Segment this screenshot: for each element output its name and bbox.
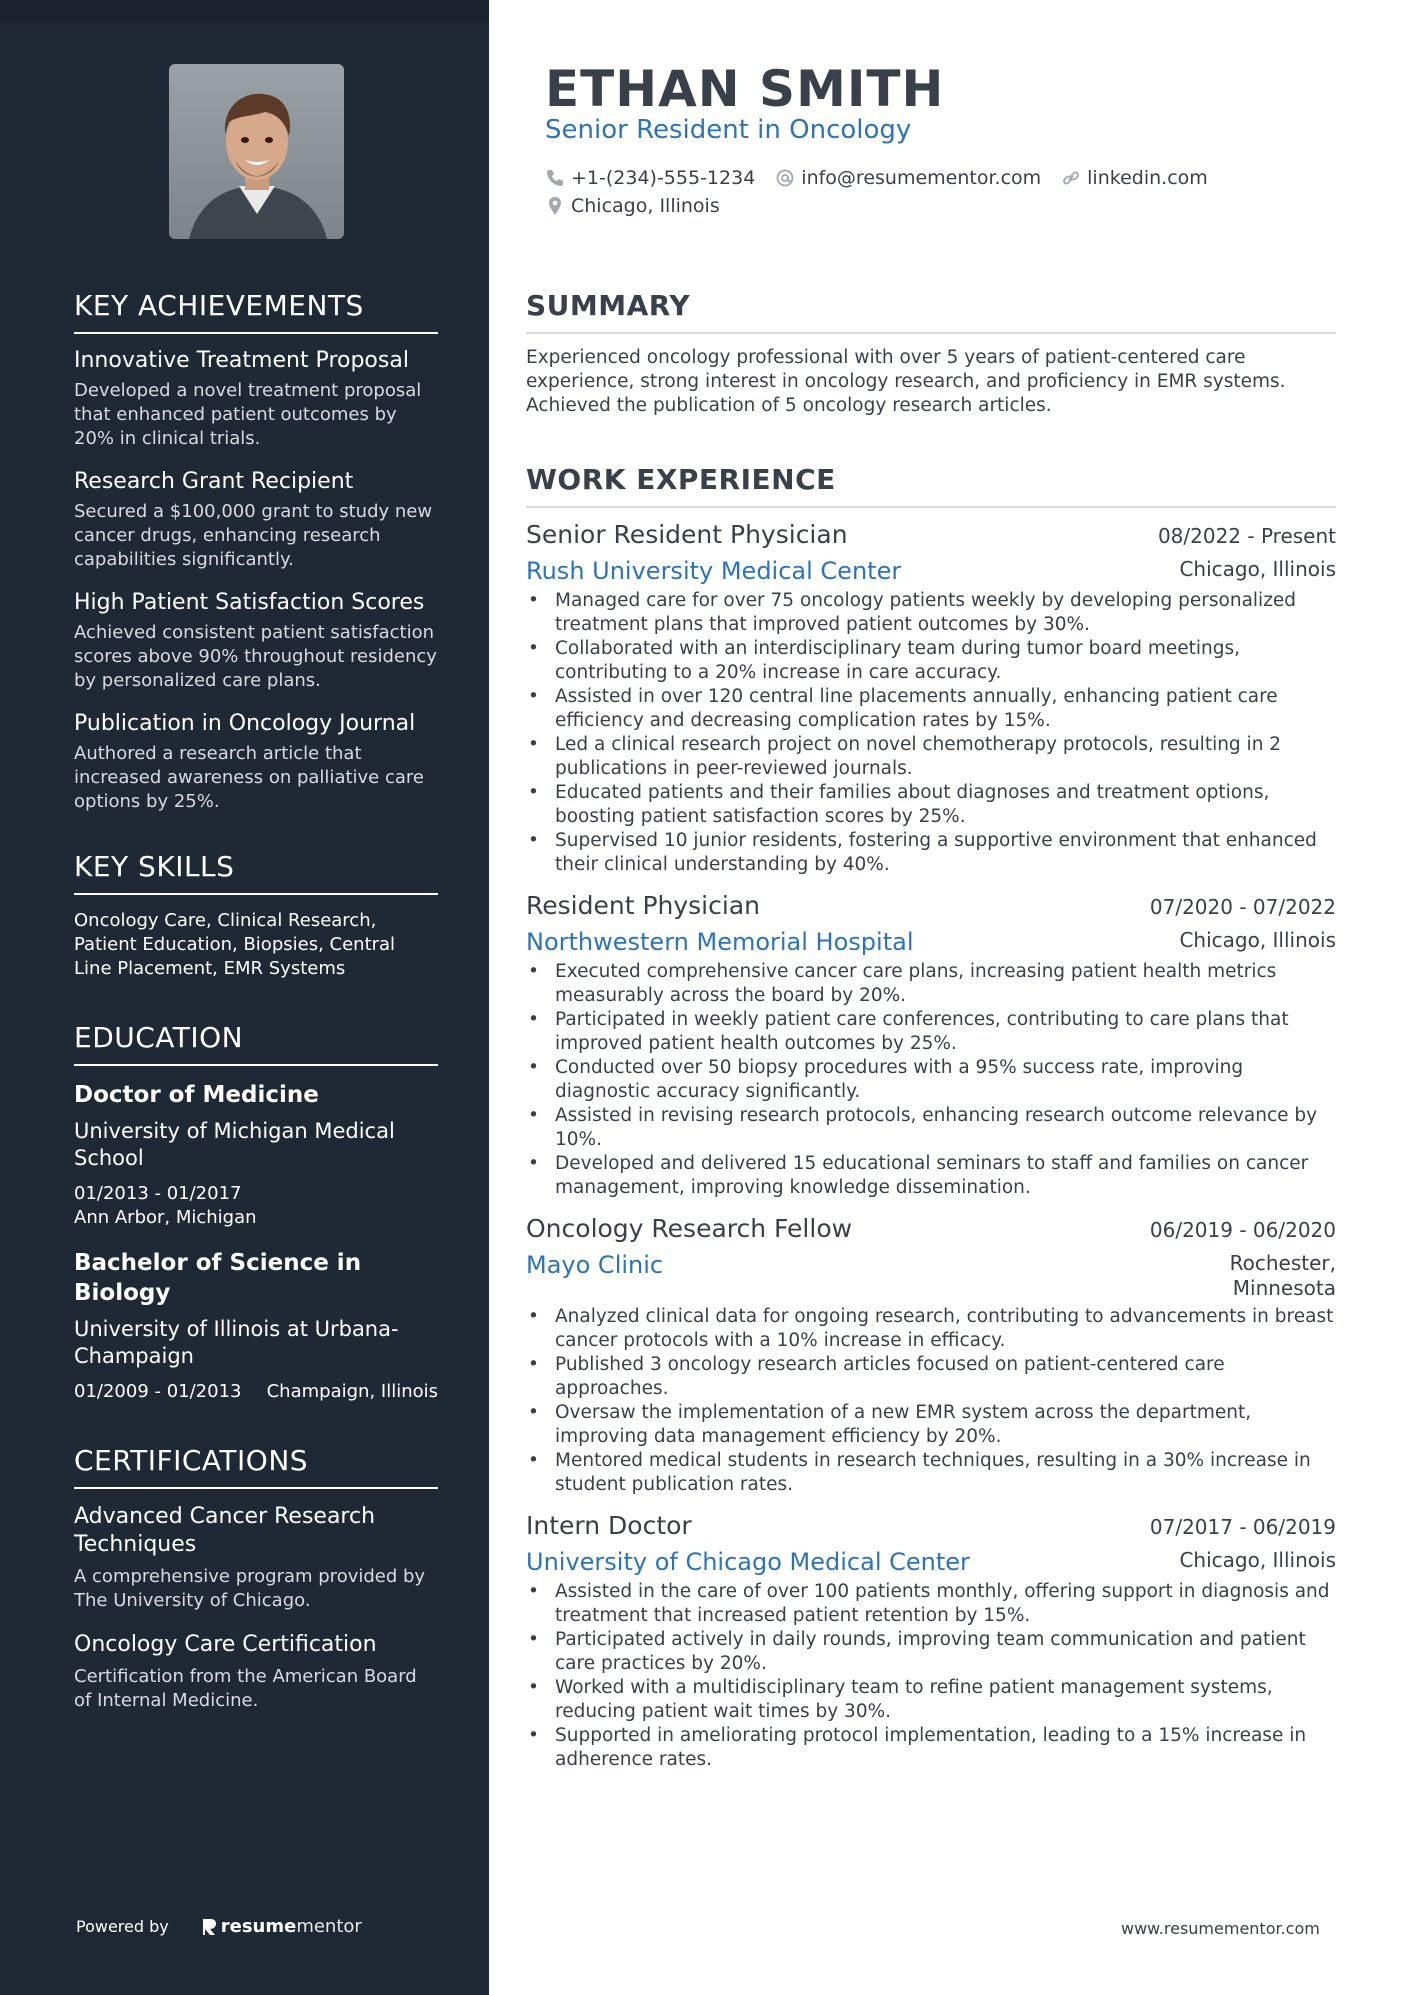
summary-section bbox=[526, 289, 1336, 418]
powered-by-label: Powered by bbox=[76, 1917, 169, 1936]
sidebar-content bbox=[74, 289, 438, 1731]
job-bullet: • Developed and delivered 15 educational seminars to staff and families on cancer management, improving knowledge dissemination. bbox=[526, 1152, 1336, 1200]
education-item bbox=[74, 1248, 438, 1404]
brand-logo[interactable] bbox=[201, 1916, 362, 1937]
contact-line bbox=[545, 192, 1228, 220]
job-location: Chicago, Illinois bbox=[1179, 928, 1336, 952]
phone-item[interactable] bbox=[545, 164, 755, 192]
job-bullet: • Assisted in over 120 central line placements annually, enhancing patient care efficiency and decreasing complication rates by 15%. bbox=[526, 685, 1336, 733]
sidebar bbox=[0, 0, 489, 1995]
job-bullet: • Led a clinical research project on novel chemotherapy protocols, resulting in 2 publications in peer-reviewed journals. bbox=[526, 733, 1336, 781]
certifications-heading: CERTIFICATIONS bbox=[74, 1444, 438, 1489]
experience-section bbox=[526, 463, 1336, 1786]
job-company: Mayo Clinic bbox=[526, 1251, 664, 1279]
candidate-role: Senior Resident in Oncology bbox=[545, 115, 912, 145]
experience-heading: WORK EXPERIENCE bbox=[526, 463, 1336, 508]
location-item bbox=[545, 192, 720, 220]
brand-mark-icon bbox=[201, 1917, 217, 1937]
at-icon bbox=[775, 168, 795, 188]
job-location-line: Rochester, bbox=[1229, 1251, 1336, 1275]
job-bullet: • Participated in weekly patient care conferences, contributing to care plans that improved patient health outcomes by 25%. bbox=[526, 1008, 1336, 1056]
job-bullet: • Assisted in the care of over 100 patients monthly, offering support in diagnosis and treatment that increased patient retention by 15%. bbox=[526, 1580, 1336, 1628]
phone-icon bbox=[545, 168, 565, 188]
certification-title: Advanced Cancer Research Techniques bbox=[74, 1504, 376, 1557]
job-bullet: • Published 3 oncology research articles focused on patient-centered care approaches. bbox=[526, 1353, 1336, 1401]
linkedin-item[interactable] bbox=[1061, 164, 1208, 192]
job-entry bbox=[526, 891, 1336, 1200]
job-title: Senior Resident Physician bbox=[526, 520, 848, 549]
achievement-title: Publication in Oncology Journal bbox=[74, 711, 416, 736]
job-bullet: • Worked with a multidisciplinary team to refine patient management systems, reducing patient wait times by 30%. bbox=[526, 1676, 1336, 1724]
job-location-line: Minnesota bbox=[1232, 1276, 1336, 1300]
skills-list: Oncology Care, Clinical Research, Patient Education, Biopsies, Central Line Placement, EMR Systems bbox=[74, 910, 396, 979]
education-meta-row bbox=[74, 1380, 438, 1404]
profile-photo bbox=[169, 64, 344, 239]
job-bullet: • Conducted over 50 biopsy procedures with a 95% success rate, improving diagnostic accuracy significantly. bbox=[526, 1056, 1336, 1104]
phone-text: +1-(234)-555-1234 bbox=[571, 167, 756, 189]
job-title: Oncology Research Fellow bbox=[526, 1214, 853, 1243]
job-bullets bbox=[526, 589, 1336, 877]
job-bullet: • Assisted in revising research protocols, enhancing research outcome relevance by 10%. bbox=[526, 1104, 1336, 1152]
achievement-title: Research Grant Recipient bbox=[74, 469, 354, 494]
education-degree: Bachelor of Science in Biology bbox=[74, 1250, 362, 1306]
powered-by bbox=[76, 1916, 362, 1937]
job-bullets bbox=[526, 1580, 1336, 1772]
job-title: Intern Doctor bbox=[526, 1511, 692, 1540]
education-item bbox=[74, 1080, 438, 1230]
certification-item bbox=[74, 1631, 438, 1713]
certification-desc: A comprehensive program provided by The University of Chicago. bbox=[74, 1566, 426, 1611]
job-bullet: • Analyzed clinical data for ongoing research, contributing to advancements in breast cancer protocols with a 10% increase in efficacy. bbox=[526, 1305, 1336, 1353]
achievement-item bbox=[74, 348, 438, 451]
contact-line bbox=[545, 164, 1228, 192]
certification-item bbox=[74, 1503, 438, 1613]
job-bullet: • Supported in ameliorating protocol implementation, leading to a 15% increase in adherence rates. bbox=[526, 1724, 1336, 1772]
footer-website[interactable]: www.resumementor.com bbox=[1121, 1919, 1320, 1938]
certification-desc: Certification from the American Board of Internal Medicine. bbox=[74, 1666, 417, 1711]
education-school: University of Illinois at Urbana-Champaign bbox=[74, 1317, 399, 1368]
certification-title: Oncology Care Certification bbox=[74, 1632, 377, 1657]
job-company: Rush University Medical Center bbox=[526, 557, 902, 585]
job-entry bbox=[526, 520, 1336, 877]
achievement-title: High Patient Satisfaction Scores bbox=[74, 590, 425, 615]
achievement-item bbox=[74, 469, 438, 572]
location-text: Chicago, Illinois bbox=[571, 195, 720, 217]
linkedin-text: linkedin.com bbox=[1087, 167, 1208, 189]
achievement-desc: Authored a research article that increased awareness on palliative care options by 25%. bbox=[74, 743, 424, 812]
achievement-title: Innovative Treatment Proposal bbox=[74, 348, 409, 373]
contact-info bbox=[545, 164, 1228, 220]
job-dates: 07/2020 - 07/2022 bbox=[1149, 895, 1336, 919]
sidebar-top-bar bbox=[0, 0, 489, 22]
summary-text: Experienced oncology professional with over 5 years of patient-centered care experience, strong interest in oncology research, and proficiency in EMR systems. Achieved the publication of 5 oncology research articles. bbox=[526, 347, 1286, 416]
achievements-heading: KEY ACHIEVEMENTS bbox=[74, 289, 438, 334]
job-company: Northwestern Memorial Hospital bbox=[526, 928, 914, 956]
job-bullet: • Oversaw the implementation of a new EMR system across the department, improving data management efficiency by 20%. bbox=[526, 1401, 1336, 1449]
job-bullet: • Mentored medical students in research techniques, resulting in a 30% increase in student publication rates. bbox=[526, 1449, 1336, 1497]
education-location: Ann Arbor, Michigan bbox=[74, 1207, 257, 1228]
job-bullets bbox=[526, 1305, 1336, 1497]
email-text: info@resumementor.com bbox=[801, 167, 1042, 189]
location-pin-icon bbox=[545, 196, 565, 216]
job-bullet: • Collaborated with an interdisciplinary team during tumor board meetings, contributing to a 20% increase in care accuracy. bbox=[526, 637, 1336, 685]
job-bullet: • Supervised 10 junior residents, fostering a supportive environment that enhanced their clinical understanding by 40%. bbox=[526, 829, 1336, 877]
education-location: Champaign, Illinois bbox=[266, 1381, 438, 1402]
achievement-item bbox=[74, 590, 438, 693]
achievement-item bbox=[74, 711, 438, 814]
job-dates: 06/2019 - 06/2020 bbox=[1149, 1218, 1336, 1242]
job-bullet: • Educated patients and their families about diagnoses and treatment options, boosting patient satisfaction scores by 25%. bbox=[526, 781, 1336, 829]
achievement-desc: Developed a novel treatment proposal that enhanced patient outcomes by 20% in clinical trials. bbox=[74, 380, 422, 449]
job-dates: 07/2017 - 06/2019 bbox=[1149, 1515, 1336, 1539]
link-icon bbox=[1061, 168, 1081, 188]
job-company: University of Chicago Medical Center bbox=[526, 1548, 970, 1576]
job-location: Chicago, Illinois bbox=[1179, 557, 1336, 581]
education-heading: EDUCATION bbox=[74, 1021, 438, 1066]
email-item[interactable] bbox=[775, 164, 1041, 192]
job-location: Chicago, Illinois bbox=[1179, 1548, 1336, 1572]
brand-name-light: mentor bbox=[296, 1916, 362, 1937]
summary-heading: SUMMARY bbox=[526, 289, 1336, 334]
job-entry bbox=[526, 1511, 1336, 1772]
skills-heading: KEY SKILLS bbox=[74, 850, 438, 895]
education-school: University of Michigan Medical School bbox=[74, 1119, 395, 1170]
education-dates: 01/2013 - 01/2017 bbox=[74, 1183, 242, 1204]
brand-name-bold: resume bbox=[220, 1916, 297, 1937]
education-dates: 01/2009 - 01/2013 bbox=[74, 1381, 242, 1402]
achievement-desc: Secured a $100,000 grant to study new cancer drugs, enhancing research capabilities significantly. bbox=[74, 501, 433, 570]
job-entry bbox=[526, 1214, 1336, 1497]
education-degree: Doctor of Medicine bbox=[74, 1082, 319, 1108]
job-bullet: • Participated actively in daily rounds, improving team communication and patient care practices by 20%. bbox=[526, 1628, 1336, 1676]
candidate-name: ETHAN SMITH bbox=[545, 60, 945, 118]
job-bullet: • Managed care for over 75 oncology patients weekly by developing personalized treatment plans that improved patient outcomes by 30%. bbox=[526, 589, 1336, 637]
job-bullet: • Executed comprehensive cancer care plans, increasing patient health metrics measurably across the board by 20%. bbox=[526, 960, 1336, 1008]
achievement-desc: Achieved consistent patient satisfaction scores above 90% throughout residency by personalized care plans. bbox=[74, 622, 437, 691]
job-dates: 08/2022 - Present bbox=[1157, 524, 1336, 548]
job-title: Resident Physician bbox=[526, 891, 760, 920]
job-bullets bbox=[526, 960, 1336, 1200]
job-location bbox=[1230, 1251, 1336, 1301]
